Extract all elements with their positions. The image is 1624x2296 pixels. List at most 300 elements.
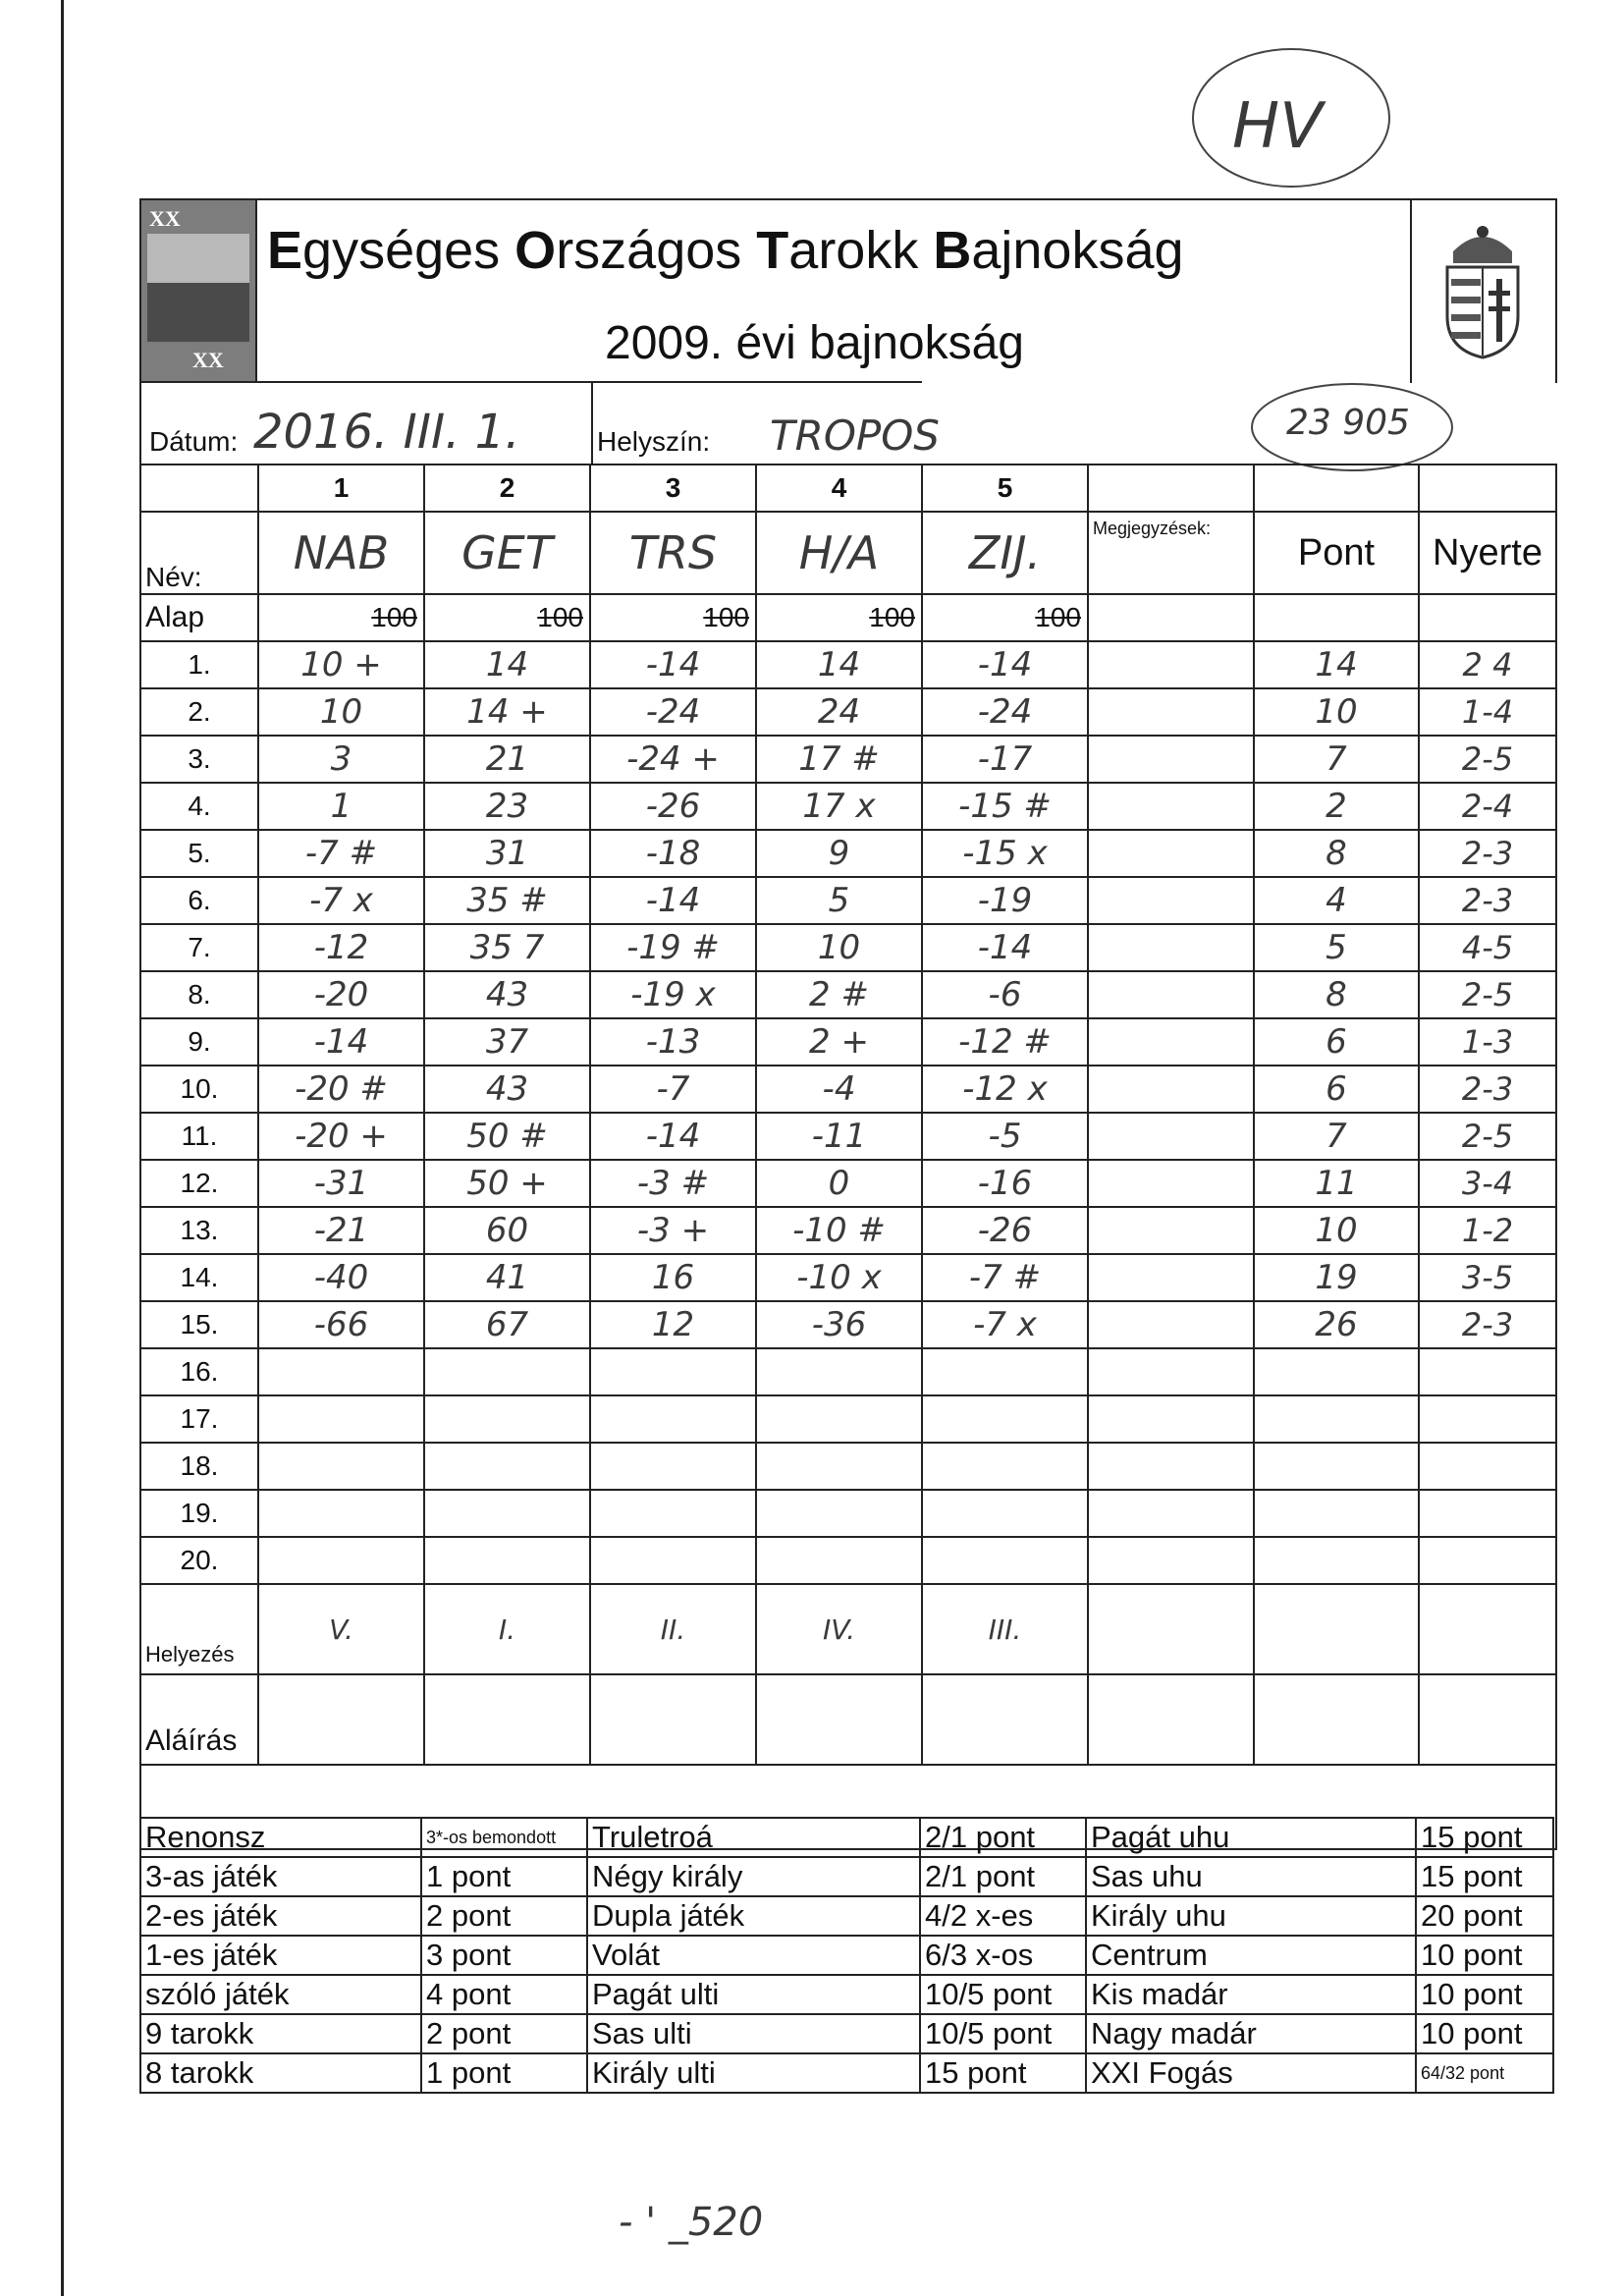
score-cell xyxy=(258,1443,424,1490)
table-row xyxy=(140,1254,1556,1301)
score-cell: 5 xyxy=(756,877,922,924)
row-number: 1. xyxy=(140,641,258,688)
note-cell xyxy=(1088,1537,1254,1584)
score-cell: -66 xyxy=(258,1301,424,1348)
row-number: 18. xyxy=(140,1443,258,1490)
nyerte-cell: 2-5 xyxy=(1419,971,1556,1018)
score-cell: 21 xyxy=(424,736,590,783)
tarokk-card-logo xyxy=(141,200,257,383)
pont-cell: 5 xyxy=(1254,924,1419,971)
rule-row xyxy=(140,2053,1553,2093)
alap-value: 100 xyxy=(756,594,922,641)
row-number: 3. xyxy=(140,736,258,783)
circled-number-text: 23 905 xyxy=(1286,403,1410,443)
alap-row xyxy=(140,594,1556,641)
rule-cell: 8 tarokk xyxy=(140,2053,421,2093)
note-cell xyxy=(1088,1348,1254,1395)
nyerte-cell: 1-3 xyxy=(1419,1018,1556,1066)
score-cell xyxy=(756,1443,922,1490)
rule-cell: Truletroá xyxy=(587,1818,920,1857)
scan-edge-line xyxy=(61,0,64,2296)
rule-cell: 9 tarokk xyxy=(140,2014,421,2053)
table-row xyxy=(140,924,1556,971)
score-cell: -15 x xyxy=(922,830,1088,877)
rule-cell: 10/5 pont xyxy=(920,2014,1086,2053)
nyerte-cell xyxy=(1419,1490,1556,1537)
helyszin-label: Helyszín: xyxy=(597,426,711,457)
row-number: 2. xyxy=(140,688,258,736)
score-cell: -5 xyxy=(922,1113,1088,1160)
placement-value: III. xyxy=(922,1584,1088,1674)
col-number: 4 xyxy=(756,465,922,512)
table-row xyxy=(140,736,1556,783)
score-cell: -3 # xyxy=(590,1160,756,1207)
rule-row xyxy=(140,1975,1553,2014)
score-cell: -14 xyxy=(922,924,1088,971)
score-cell: 2 + xyxy=(756,1018,922,1066)
score-cell: 67 xyxy=(424,1301,590,1348)
note-cell xyxy=(1088,1113,1254,1160)
alap-value: 100 xyxy=(590,594,756,641)
score-cell: 43 xyxy=(424,971,590,1018)
rule-cell: 10 pont xyxy=(1416,2014,1553,2053)
score-cell: 17 x xyxy=(756,783,922,830)
score-cell: -24 + xyxy=(590,736,756,783)
player-name: H/A xyxy=(756,512,922,594)
rule-cell: 2/1 pont xyxy=(920,1857,1086,1896)
table-row xyxy=(140,1018,1556,1066)
pont-cell xyxy=(1254,1395,1419,1443)
helyezes-row xyxy=(140,1584,1556,1674)
rule-cell: 2 pont xyxy=(421,1896,587,1936)
rule-cell: Nagy madár xyxy=(1086,2014,1416,2053)
score-cell xyxy=(424,1395,590,1443)
pont-cell: 4 xyxy=(1254,877,1419,924)
score-rows xyxy=(140,641,1556,1584)
table-row xyxy=(140,1395,1556,1443)
score-cell: 43 xyxy=(424,1066,590,1113)
rule-row xyxy=(140,1857,1553,1896)
score-cell: -12 # xyxy=(922,1018,1088,1066)
score-cell: -14 xyxy=(590,877,756,924)
rule-cell: 1 pont xyxy=(421,1857,587,1896)
score-cell: -20 xyxy=(258,971,424,1018)
row-number: 12. xyxy=(140,1160,258,1207)
score-cell: 0 xyxy=(756,1160,922,1207)
note-cell xyxy=(1088,736,1254,783)
score-cell: 12 xyxy=(590,1301,756,1348)
score-cell: -7 x xyxy=(922,1301,1088,1348)
player-name: ZIJ. xyxy=(922,512,1088,594)
nyerte-cell: 1-2 xyxy=(1419,1207,1556,1254)
rule-cell: 15 pont xyxy=(920,2053,1086,2093)
score-cell xyxy=(424,1537,590,1584)
row-number: 9. xyxy=(140,1018,258,1066)
note-cell xyxy=(1088,1018,1254,1066)
rule-cell: XXI Fogás xyxy=(1086,2053,1416,2093)
table-row xyxy=(140,1113,1556,1160)
nyerte-cell xyxy=(1419,1395,1556,1443)
score-cell xyxy=(590,1537,756,1584)
date-cell: Dátum: 2016. III. 1. Helyszín: TROPOS xyxy=(140,382,922,465)
score-cell: 41 xyxy=(424,1254,590,1301)
player-name: TRS xyxy=(590,512,756,594)
nyerte-cell: 3-4 xyxy=(1419,1160,1556,1207)
pont-cell: 10 xyxy=(1254,1207,1419,1254)
score-cell: 10 + xyxy=(258,641,424,688)
row-number: 16. xyxy=(140,1348,258,1395)
nyerte-cell: 2 4 xyxy=(1419,641,1556,688)
score-cell: -16 xyxy=(922,1160,1088,1207)
rule-cell: 15 pont xyxy=(1416,1857,1553,1896)
date-row xyxy=(140,382,1556,465)
note-cell xyxy=(1088,971,1254,1018)
score-cell: 9 xyxy=(756,830,922,877)
score-cell xyxy=(590,1490,756,1537)
score-cell xyxy=(922,1395,1088,1443)
pont-cell: 2 xyxy=(1254,783,1419,830)
pont-cell: 19 xyxy=(1254,1254,1419,1301)
score-cell: -13 xyxy=(590,1018,756,1066)
table-row xyxy=(140,641,1556,688)
score-cell: 10 xyxy=(756,924,922,971)
row-number: 20. xyxy=(140,1537,258,1584)
table-row xyxy=(140,1348,1556,1395)
rule-cell: Sas ulti xyxy=(587,2014,920,2053)
placement-value: II. xyxy=(590,1584,756,1674)
nyerte-cell: 2-3 xyxy=(1419,1301,1556,1348)
alap-value: 100 xyxy=(424,594,590,641)
rule-cell: 2-es játék xyxy=(140,1896,421,1936)
rule-cell: Sas uhu xyxy=(1086,1857,1416,1896)
table-row xyxy=(140,830,1556,877)
pont-cell xyxy=(1254,1348,1419,1395)
score-cell xyxy=(922,1537,1088,1584)
pont-cell: 14 xyxy=(1254,641,1419,688)
scan-margin xyxy=(0,0,61,2296)
nyerte-cell: 2-5 xyxy=(1419,1113,1556,1160)
score-cell: -15 # xyxy=(922,783,1088,830)
rule-cell: 1 pont xyxy=(421,2053,587,2093)
pont-header: Pont xyxy=(1254,512,1419,594)
score-cell: -12 xyxy=(258,924,424,971)
col-number: 5 xyxy=(922,465,1088,512)
pont-cell: 6 xyxy=(1254,1018,1419,1066)
placement-value: I. xyxy=(424,1584,590,1674)
note-cell xyxy=(1088,1443,1254,1490)
note-cell xyxy=(1088,1066,1254,1113)
rule-cell: 4/2 x-es xyxy=(920,1896,1086,1936)
score-cell: 14 + xyxy=(424,688,590,736)
nyerte-cell xyxy=(1419,1348,1556,1395)
score-cell xyxy=(922,1443,1088,1490)
score-cell xyxy=(424,1490,590,1537)
helyszin-value: TROPOS xyxy=(770,411,940,460)
score-cell: -18 xyxy=(590,830,756,877)
circled-code-text: HV xyxy=(1232,90,1323,163)
note-cell xyxy=(1088,1301,1254,1348)
alap-value: 100 xyxy=(258,594,424,641)
rule-cell: 10/5 pont xyxy=(920,1975,1086,2014)
score-cell: -36 xyxy=(756,1301,922,1348)
pont-cell: 6 xyxy=(1254,1066,1419,1113)
score-cell xyxy=(590,1348,756,1395)
score-cell: -14 xyxy=(922,641,1088,688)
table-row xyxy=(140,783,1556,830)
note-cell xyxy=(1088,924,1254,971)
score-cell: -31 xyxy=(258,1160,424,1207)
nyerte-cell: 2-3 xyxy=(1419,830,1556,877)
score-cell: 23 xyxy=(424,783,590,830)
rule-cell: 2 pont xyxy=(421,2014,587,2053)
crest-box xyxy=(1410,200,1555,383)
row-number: 17. xyxy=(140,1395,258,1443)
note-cell xyxy=(1088,1395,1254,1443)
score-cell: 60 xyxy=(424,1207,590,1254)
score-cell: -12 x xyxy=(922,1066,1088,1113)
score-cell: 14 xyxy=(424,641,590,688)
score-cell: -7 # xyxy=(258,830,424,877)
score-cell: -19 # xyxy=(590,924,756,971)
row-number: 7. xyxy=(140,924,258,971)
score-cell: -20 + xyxy=(258,1113,424,1160)
page-title: Egységes Országos Tarokk Bajnokság xyxy=(267,221,1184,280)
row-number: 8. xyxy=(140,971,258,1018)
megjegyzesek-label: Megjegyzések: xyxy=(1088,512,1254,594)
rule-cell: Király ulti xyxy=(587,2053,920,2093)
col-number: 2 xyxy=(424,465,590,512)
score-cell: -21 xyxy=(258,1207,424,1254)
alairas-row xyxy=(140,1674,1556,1765)
score-cell xyxy=(424,1443,590,1490)
score-cell: 50 + xyxy=(424,1160,590,1207)
rule-cell: Kis madár xyxy=(1086,1975,1416,2014)
score-cell: 16 xyxy=(590,1254,756,1301)
note-cell xyxy=(1088,1207,1254,1254)
scoring-rules-table xyxy=(139,1817,1554,2094)
alairas-label: Aláírás xyxy=(140,1674,258,1765)
score-cell: -6 xyxy=(922,971,1088,1018)
pont-cell xyxy=(1254,1490,1419,1537)
row-number: 11. xyxy=(140,1113,258,1160)
table-row xyxy=(140,1537,1556,1584)
row-number: 10. xyxy=(140,1066,258,1113)
score-cell: -7 # xyxy=(922,1254,1088,1301)
score-table xyxy=(139,381,1557,1850)
row-number: 13. xyxy=(140,1207,258,1254)
score-cell: 35 # xyxy=(424,877,590,924)
nyerte-cell: 2-3 xyxy=(1419,877,1556,924)
rule-cell: Négy király xyxy=(587,1857,920,1896)
logo-numeral-bottom: XX xyxy=(192,348,224,372)
score-cell: -19 x xyxy=(590,971,756,1018)
score-cell xyxy=(756,1348,922,1395)
score-cell xyxy=(590,1443,756,1490)
note-cell xyxy=(1088,783,1254,830)
form-header xyxy=(139,198,1557,383)
note-cell xyxy=(1088,1254,1254,1301)
table-row xyxy=(140,1443,1556,1490)
alap-label: Alap xyxy=(140,594,258,641)
nyerte-cell xyxy=(1419,1443,1556,1490)
rule-cell: Király uhu xyxy=(1086,1896,1416,1936)
nyerte-header: Nyerte xyxy=(1419,512,1556,594)
placement-value: IV. xyxy=(756,1584,922,1674)
table-row xyxy=(140,688,1556,736)
score-cell: 17 # xyxy=(756,736,922,783)
score-cell: 50 # xyxy=(424,1113,590,1160)
rule-cell: Dupla játék xyxy=(587,1896,920,1936)
nyerte-cell: 2-3 xyxy=(1419,1066,1556,1113)
score-cell: -10 # xyxy=(756,1207,922,1254)
table-row xyxy=(140,1301,1556,1348)
rule-cell: szóló játék xyxy=(140,1975,421,2014)
rule-cell: 2/1 pont xyxy=(920,1818,1086,1857)
nev-label: Név: xyxy=(140,512,258,594)
col-number: 3 xyxy=(590,465,756,512)
rule-row xyxy=(140,1818,1553,1857)
row-number: 4. xyxy=(140,783,258,830)
pont-cell: 8 xyxy=(1254,830,1419,877)
pont-cell: 8 xyxy=(1254,971,1419,1018)
rule-cell: Renonsz xyxy=(140,1818,421,1857)
note-cell xyxy=(1088,877,1254,924)
page-subtitle: 2009. évi bajnokság xyxy=(605,317,1024,369)
nyerte-cell: 2-5 xyxy=(1419,736,1556,783)
rule-cell: 1-es játék xyxy=(140,1936,421,1975)
score-cell xyxy=(258,1537,424,1584)
score-cell: 37 xyxy=(424,1018,590,1066)
rule-cell: 10 pont xyxy=(1416,1936,1553,1975)
score-cell xyxy=(756,1395,922,1443)
score-cell: -4 xyxy=(756,1066,922,1113)
note-cell xyxy=(1088,1160,1254,1207)
table-row xyxy=(140,1160,1556,1207)
score-cell: 3 xyxy=(258,736,424,783)
placement-value: V. xyxy=(258,1584,424,1674)
score-cell: -19 xyxy=(922,877,1088,924)
table-row xyxy=(140,971,1556,1018)
score-cell: 10 xyxy=(258,688,424,736)
pont-cell: 7 xyxy=(1254,736,1419,783)
rule-cell: Volát xyxy=(587,1936,920,1975)
pont-cell xyxy=(1254,1443,1419,1490)
pont-cell: 10 xyxy=(1254,688,1419,736)
note-cell xyxy=(1088,830,1254,877)
rule-cell: 64/32 pont xyxy=(1416,2053,1553,2093)
note-cell xyxy=(1088,1490,1254,1537)
logo-numeral-top: XX xyxy=(149,206,181,231)
score-cell: -14 xyxy=(590,1113,756,1160)
score-cell: 1 xyxy=(258,783,424,830)
rule-cell: Centrum xyxy=(1086,1936,1416,1975)
score-cell xyxy=(258,1348,424,1395)
note-cell xyxy=(1088,641,1254,688)
score-cell xyxy=(424,1348,590,1395)
score-cell: 35 7 xyxy=(424,924,590,971)
score-cell: -11 xyxy=(756,1113,922,1160)
score-cell xyxy=(922,1348,1088,1395)
rule-cell: 3 pont xyxy=(421,1936,587,1975)
score-cell xyxy=(590,1395,756,1443)
column-number-row xyxy=(140,465,1556,512)
score-cell xyxy=(258,1490,424,1537)
score-cell: 14 xyxy=(756,641,922,688)
row-number: 19. xyxy=(140,1490,258,1537)
rule-row xyxy=(140,2014,1553,2053)
name-row xyxy=(140,512,1556,594)
nyerte-cell: 1-4 xyxy=(1419,688,1556,736)
score-cell: 31 xyxy=(424,830,590,877)
score-cell: -3 + xyxy=(590,1207,756,1254)
player-name: NAB xyxy=(258,512,424,594)
score-cell: 24 xyxy=(756,688,922,736)
pont-cell: 11 xyxy=(1254,1160,1419,1207)
score-cell: -17 xyxy=(922,736,1088,783)
rule-row xyxy=(140,1896,1553,1936)
score-cell: -7 x xyxy=(258,877,424,924)
score-cell xyxy=(258,1395,424,1443)
table-row xyxy=(140,1490,1556,1537)
alap-value: 100 xyxy=(922,594,1088,641)
score-cell: -10 x xyxy=(756,1254,922,1301)
pont-cell: 26 xyxy=(1254,1301,1419,1348)
table-row xyxy=(140,877,1556,924)
rule-cell: 6/3 x-os xyxy=(920,1936,1086,1975)
table-row xyxy=(140,1207,1556,1254)
score-cell: -14 xyxy=(258,1018,424,1066)
helyezes-label: Helyezés xyxy=(140,1584,258,1674)
score-cell: -24 xyxy=(922,688,1088,736)
player-name: GET xyxy=(424,512,590,594)
rule-cell: 10 pont xyxy=(1416,1975,1553,2014)
score-cell: -7 xyxy=(590,1066,756,1113)
row-number: 14. xyxy=(140,1254,258,1301)
score-cell: -40 xyxy=(258,1254,424,1301)
rule-row xyxy=(140,1936,1553,1975)
bottom-scribble: - ' _520 xyxy=(619,2200,764,2245)
rule-cell: 3-as játék xyxy=(140,1857,421,1896)
score-cell: -20 # xyxy=(258,1066,424,1113)
score-cell: -24 xyxy=(590,688,756,736)
nyerte-cell: 2-4 xyxy=(1419,783,1556,830)
rule-cell: Pagát uhu xyxy=(1086,1818,1416,1857)
score-cell xyxy=(756,1490,922,1537)
pont-cell xyxy=(1254,1537,1419,1584)
table-row xyxy=(140,1066,1556,1113)
score-cell: -26 xyxy=(590,783,756,830)
nyerte-cell: 3-5 xyxy=(1419,1254,1556,1301)
row-number: 5. xyxy=(140,830,258,877)
score-cell: -14 xyxy=(590,641,756,688)
nyerte-cell: 4-5 xyxy=(1419,924,1556,971)
row-number: 15. xyxy=(140,1301,258,1348)
hungarian-coat-of-arms-icon xyxy=(1435,222,1530,359)
pont-cell: 7 xyxy=(1254,1113,1419,1160)
rule-cell: 3*-os bemondott xyxy=(421,1818,587,1857)
rule-cell: 20 pont xyxy=(1416,1896,1553,1936)
date-value: 2016. III. 1. xyxy=(253,405,520,460)
score-cell xyxy=(922,1490,1088,1537)
rule-cell: 4 pont xyxy=(421,1975,587,2014)
nyerte-cell xyxy=(1419,1537,1556,1584)
rule-cell: 15 pont xyxy=(1416,1818,1553,1857)
score-cell: 2 # xyxy=(756,971,922,1018)
score-cell: -26 xyxy=(922,1207,1088,1254)
rule-cell: Pagát ulti xyxy=(587,1975,920,2014)
row-number: 6. xyxy=(140,877,258,924)
note-cell xyxy=(1088,688,1254,736)
